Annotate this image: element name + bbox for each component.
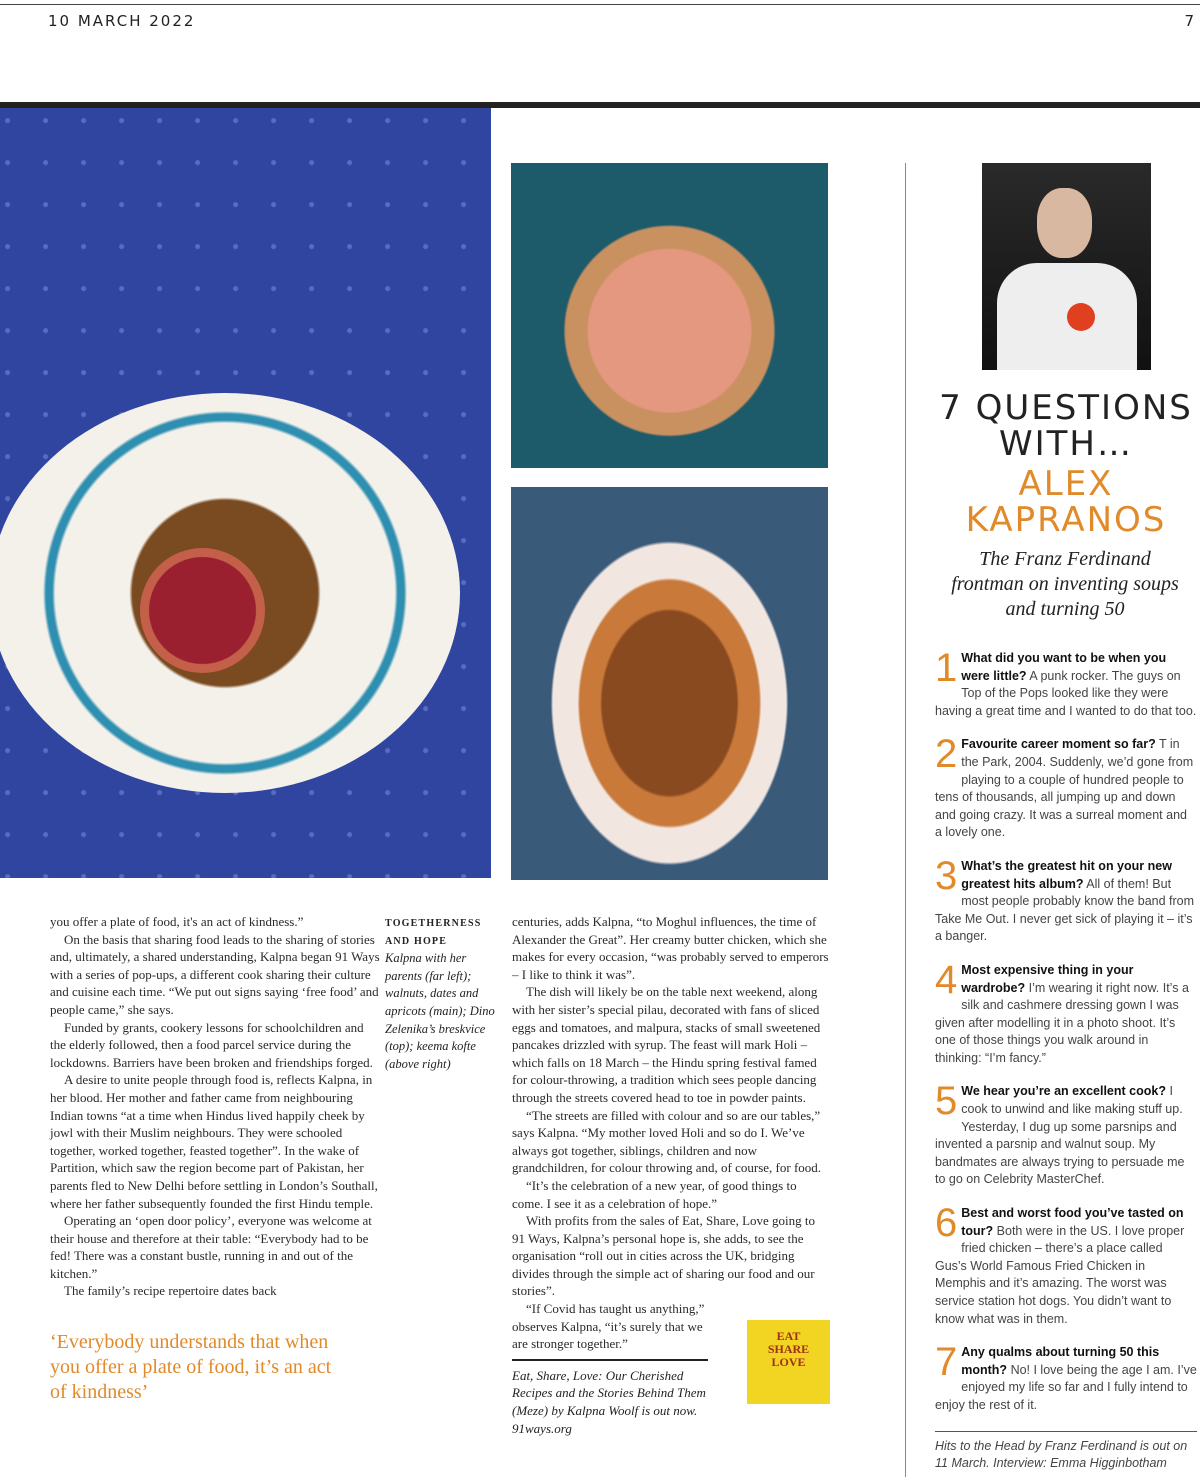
article-left-flow [50,913,380,1405]
paragraph: On the basis that sharing food leads to the sharing of stories and, ultimately, a shared understanding, Kalpna began 91 Ways with a series of pop-ups, a different cook sharing their culture and cuisine each time. “We put out signs saying ‘free food’ and people came,” she says. [50,931,380,1017]
face [1037,188,1092,258]
question: Most expensive thing in your wardrobe? [961,962,1134,995]
sidebar-name: ALEX KAPRANOS [965,464,1167,540]
paragraph: A desire to unite people through food is, reflects Kalpna, in her blood. Her mother and father came from neighbouring Indian towns “at a time when Hindus lived happily cheek by jowl with their Muslim neighbours. They were schooled together, worked together, feasted together”. In the wake of Partition, which saw the region become part of Pakistan, her parents fled to New Delhi before settling in London’s Southall, where her father subsequently founded the first Hindu temple. [50,1072,378,1211]
paragraph: “The streets are filled with colour and so are our tables,” says Kalpna. “My mother loved Holi and so do I. We’ve always got together, siblings, children and now grandchildren, for colour throwing and, of course, for food. [512,1107,822,1176]
answer: I cook to unwind and like making stuff up. Yesterday, I dug up some parsnips and invented a parsnip and walnut soup. My bandmates are always trying to persuade me to go on Celebrity MasterChef. [935,1084,1185,1187]
caption-kicker: TOGETHERNESS AND HOPE [385,918,482,947]
question-number: 1 [935,650,958,690]
main-photo-walnuts-dates-apricots [0,108,491,878]
paragraph: The dish will likely be on the table next weekend, along with her sister’s special pilau, decorated with fans of sliced eggs and tomatoes, and malpura, stacks of small sweetened pancakes drizzled with syrup. The feast will mark Holi – which falls on 18 March – the Hindu spring festival famed for colour-throwing, a tradition which sees people dancing through the streets covered head to toe in powder paints. [512,984,821,1105]
sidebar-subtitle: The Franz Ferdinand frontman on inventing soups and turning 50 [951,548,1179,620]
question-number: 7 [935,1344,958,1385]
question-number: 5 [935,1083,958,1124]
header-rule [0,4,1200,5]
question: What did you want to be when you were little? [961,651,1167,683]
sidebar-title: 7 QUESTIONS WITH… [939,388,1193,464]
book-cover [747,1320,830,1404]
answer: A punk rocker. The guys on Top of the Pops looked like they were having a great time and I wanted to do that too. [935,668,1197,718]
question-item [935,858,1197,946]
interview-credit: Hits to the Head by Franz Ferdinand is out on 11 March. Interview: Emma Higginbotham [935,1438,1188,1470]
paragraph: centuries, adds Kalpna, “to Moghul influences, the time of Alexander the Great”. Her creamy butter chicken, which she makes for every occasion, “was probably served to emperors – I like to think it was”. [512,914,829,982]
article-column-2 [512,913,830,1300]
article-ending-text [512,1300,717,1437]
pull-quote: ‘Everybody understands that when you offer a plate of food, it’s an act of kindness’ [50,1331,332,1404]
sidebar-divider [905,163,906,1477]
question-item [935,1344,1197,1414]
question-item [935,650,1197,720]
question-number: 6 [935,1205,958,1246]
question-number: 4 [935,961,958,1002]
question-item [935,1205,1197,1328]
page-number: 7 [1184,12,1194,30]
paragraph: The family’s recipe repertoire dates back [64,1283,277,1299]
photo-caption [385,915,503,1073]
answer: All of them! But most people probably know the band from Take Me Out. I never get sick of playing it – it’s a banger. [935,876,1195,944]
buttonhole-flower [1067,303,1095,331]
question: What’s the greatest hit on your new greatest hits album? [961,858,1172,891]
answer: T in the Park, 2004. Suddenly, we’d gone from playing to a couple of hundred people to tens of thousands, all jumping up and down and going crazy. It was a surreal moment and a lovely one. [935,737,1194,840]
question: Best and worst food you’ve tasted on tour? [961,1206,1184,1238]
question-item [935,736,1197,842]
book-cover-title: LOVE [771,1355,806,1370]
caption-text: Kalpna with her parents (far left); walnuts, dates and apricots (main); Dino Zelenika’s breskvice (top); keema kofte (above right) [385,951,495,1071]
book-cover-title: EAT [776,1329,801,1344]
question: Any qualms about turning 50 this month? [961,1345,1160,1377]
portrait-alex-kapranos [982,163,1151,370]
book-credit: Eat, Share, Love: Our Cherished Recipes and the Stories Behind Them (Meze) by Kalpna Woolf is out now. 91ways.org [512,1367,706,1436]
credit-rule [512,1359,708,1361]
sidebar-flow [935,650,1197,1472]
question-number: 3 [935,857,958,898]
questions-list [935,650,1197,1415]
issue-date: 10 MARCH 2022 [48,12,196,30]
answer: I’m wearing it right now. It’s a silk and cashmere dressing gown I was given after modelling it in a photo shoot. It’s one of those things you walk around in thinking: “I’m fancy.” [935,980,1189,1065]
paragraph: “If Covid has taught us anything,” observes Kalpna, “it’s surely that we are stronger together.” [512,1301,705,1352]
question-number: 2 [935,736,958,777]
credit-rule [935,1431,1197,1432]
question-item [935,962,1197,1068]
question: We hear you’re an excellent cook? [961,1084,1166,1099]
pomegranate [140,548,265,673]
article-column-1 [50,913,380,1300]
book-cover-title: SHARE [767,1342,810,1357]
photo-keema-kofte [511,487,828,880]
article-middle-flow [512,913,830,1437]
paragraph: With profits from the sales of Eat, Share, Love going to 91 Ways, Kalpna’s personal hope is, she adds, to see the organisation “roll out in cities across the UK, bridging divides through the simple act of sharing our food and our stories”. [512,1213,816,1299]
question-item [935,1083,1197,1189]
answer: Both were in the US. I love proper fried chicken – there’s a place called Gus’s World Famous Fried Chicken in Memphis and it’s amazing. The worst was service station hot dogs. You didn’t want to know what was in them. [935,1223,1185,1326]
answer: No! I love being the age I am. I’ve enjoyed my life so far and I fully intend to enjoy the rest of it. [935,1362,1197,1412]
question: Favourite career moment so far? [961,737,1156,752]
paragraph: “It’s the celebration of a new year, of good things to come. I see it as a celebration of hope.” [512,1177,797,1211]
paragraph: Operating an ‘open door policy’, everyone was welcome at their house and therefore at their table: “Everybody had to be fed! There was a constant bustle, running in and out of the kitchen.” [50,1213,372,1281]
photo-breskvice [511,163,828,468]
paragraph: you offer a plate of food, it's an act of kindness.” [50,914,304,929]
article-ending [512,1300,830,1437]
paragraph: Funded by grants, cookery lessons for schoolchildren and the elderly followed, then a food parcel service during the lockdowns. Barriers have been broken and friendships forged. [50,1019,373,1070]
